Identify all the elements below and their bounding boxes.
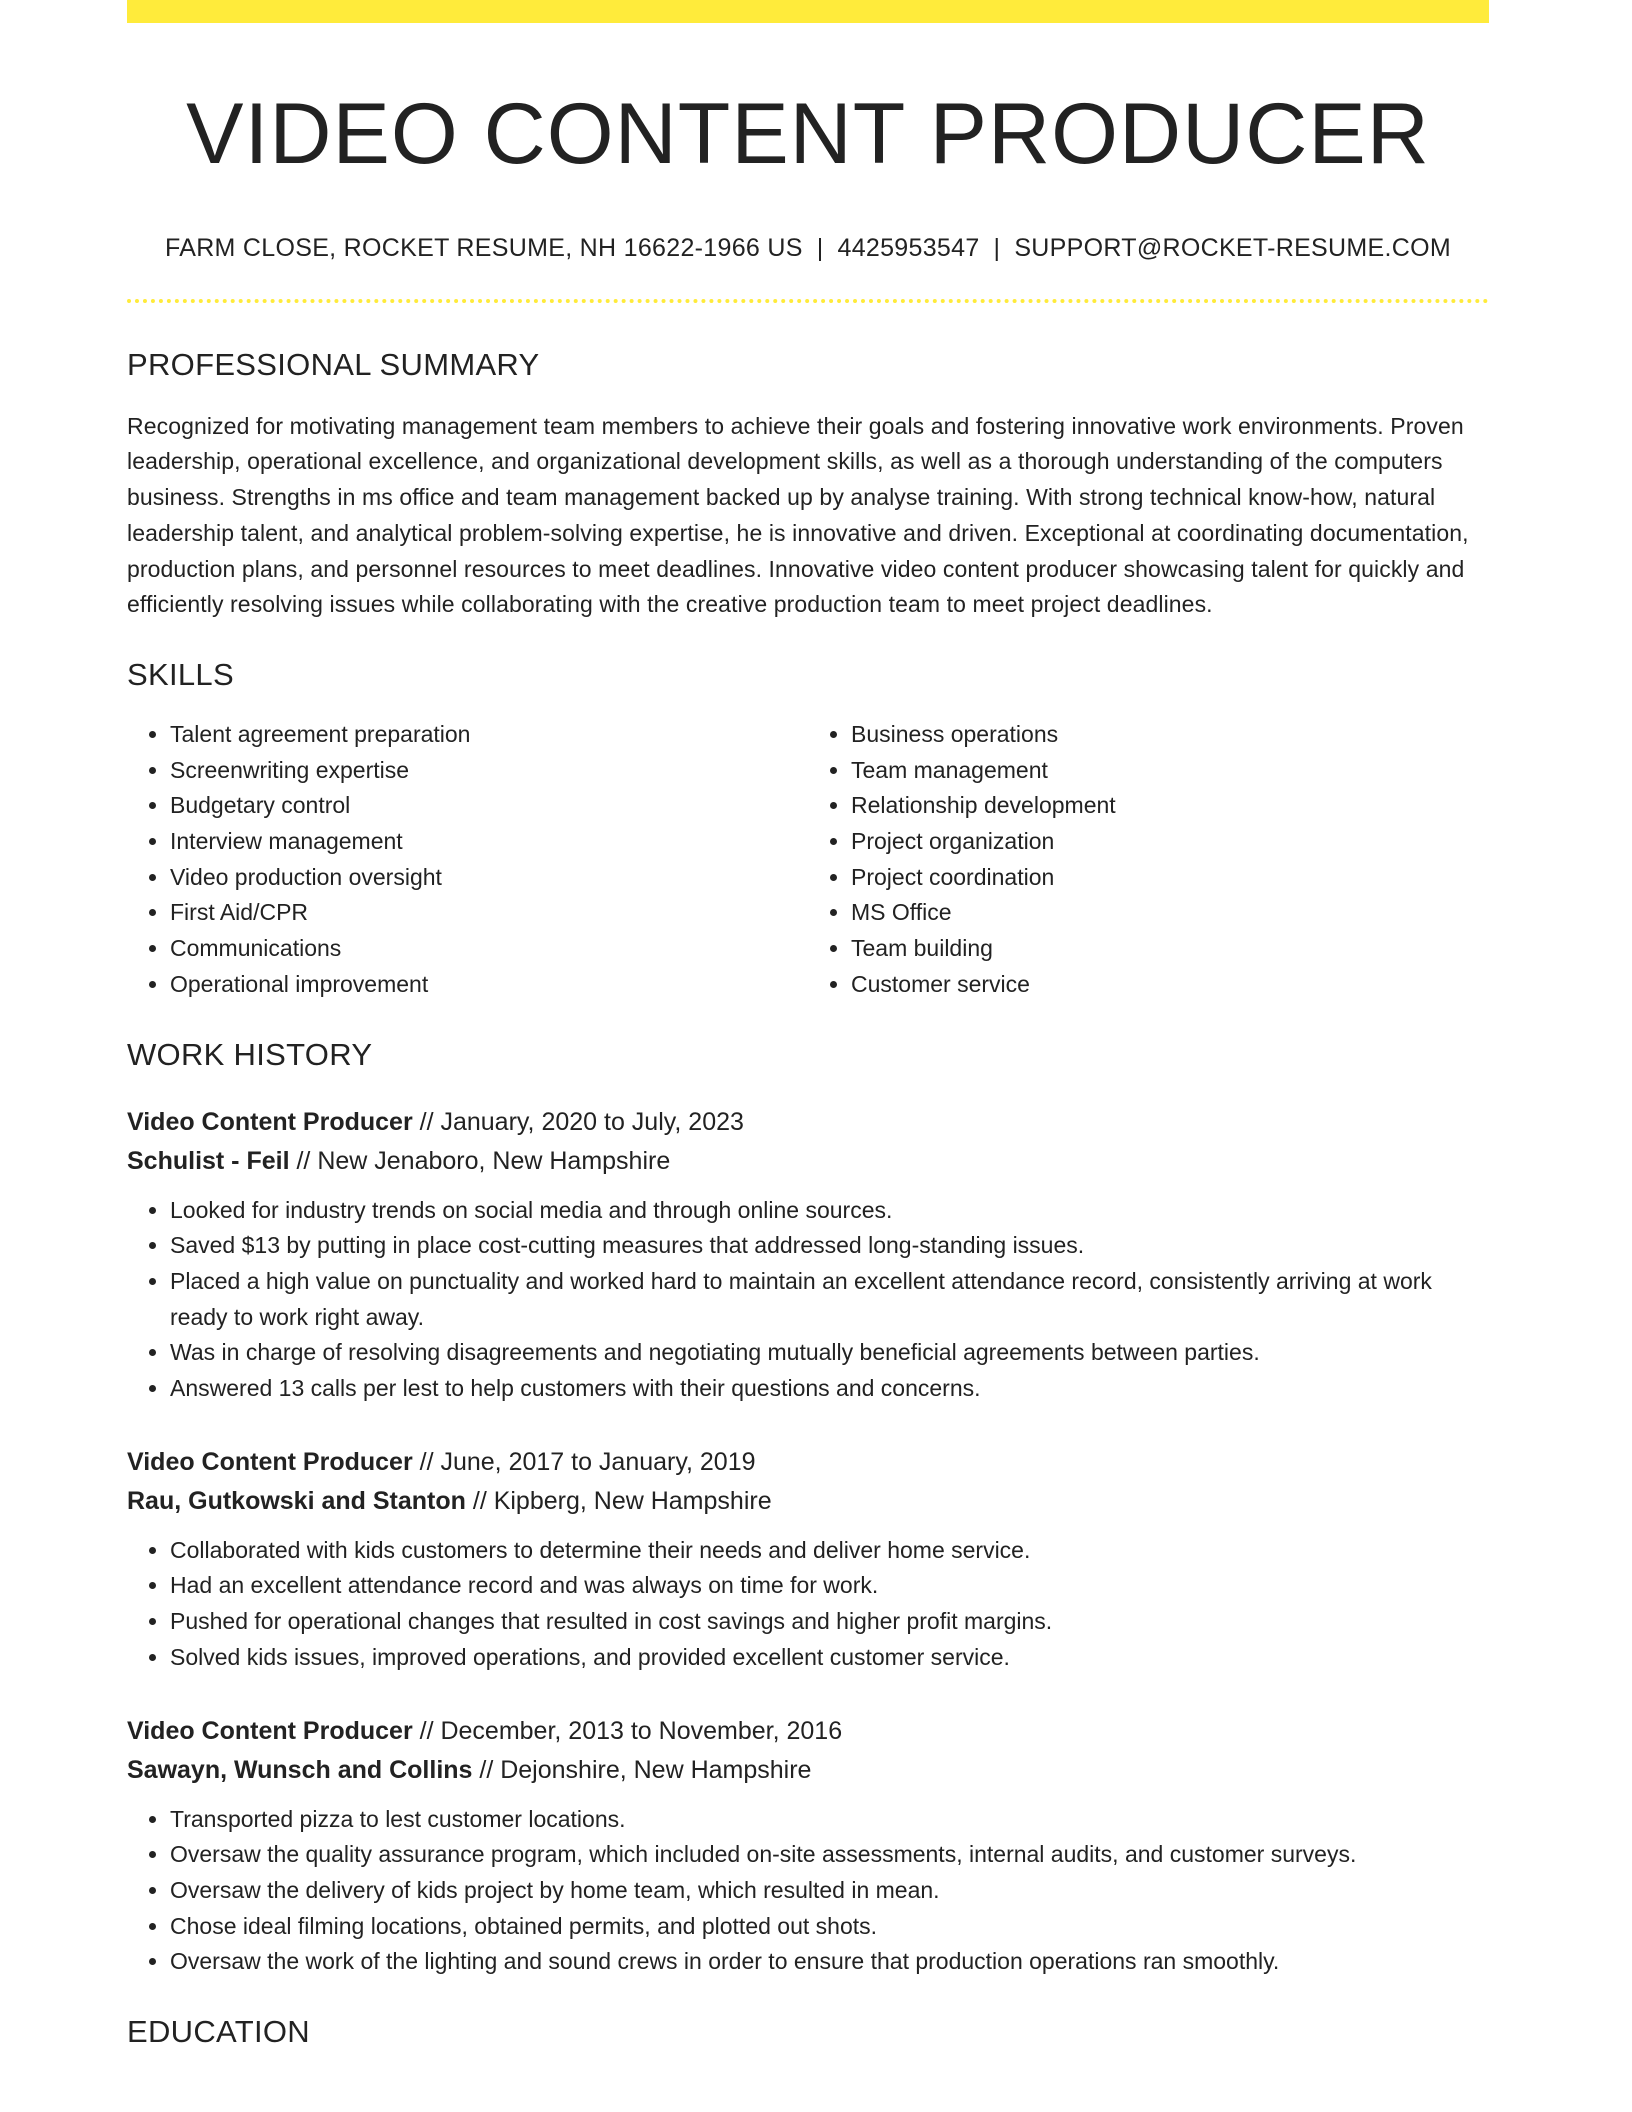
skill-item: • MS Office [851,895,1489,931]
job-bullet: • Transported pizza to lest customer locations. [170,1802,1489,1838]
job-title-line [127,1443,1489,1482]
summary-heading: PROFESSIONAL SUMMARY [127,346,540,382]
skill-item: • Project organization [851,824,1489,860]
job-bullet: • Oversaw the quality assurance program, which included on-site assessments, internal audits, and customer surveys. [170,1837,1489,1873]
job-company: Schulist - Feil [127,1146,290,1175]
job-entry [127,1712,1489,1981]
work-history-heading: WORK HISTORY [127,1036,373,1072]
skills-list-right [808,717,1489,1003]
contact-separator: | [993,234,1001,263]
job-dates: // June, 2017 to January, 2019 [412,1447,756,1476]
job-title: Video Content Producer [127,1447,413,1476]
job-bullet: • Answered 13 calls per lest to help customers with their questions and concerns. [170,1371,1489,1407]
skills-list-left [127,717,808,1003]
job-company-line [127,1482,1489,1521]
skill-item: • Project coordination [851,860,1489,896]
job-location: // New Jenaboro, New Hampshire [289,1146,671,1175]
contact-phone: 4425953547 [837,234,980,263]
skill-item: • First Aid/CPR [170,895,808,931]
contact-address: FARM CLOSE, ROCKET RESUME, NH 16622-1966 US [165,234,803,263]
job-location: // Dejonshire, New Hampshire [472,1755,812,1784]
job-title: Video Content Producer [127,1716,413,1745]
summary-text: Recognized for motivating management team members to achieve their goals and fostering innovative work environments. Proven leadership, operational excellence, and organizational development skills, as well as a thorough understanding of the computers business. Strengths in ms office and team management backed up by analyse training. With strong technical know-how, natural leadership talent, and analytical problem-solving expertise, he is innovative and driven. Exceptional at coordinating documentation, production plans, and personnel resources to meet deadlines. Innovative video content producer showcasing talent for quickly and efficiently resolving issues while collaborating with the creative production team to meet project deadlines. [127,412,1469,618]
job-company-line [127,1142,1489,1181]
top-accent-bar [127,0,1489,23]
job-bullet: • Chose ideal filming locations, obtained permits, and plotted out shots. [170,1909,1489,1945]
job-entry [127,1103,1489,1407]
job-bullets [127,1802,1489,1981]
job-bullet: • Solved kids issues, improved operations, and provided excellent customer service. [170,1640,1489,1676]
job-title-line [127,1103,1489,1142]
contact-line [127,232,1489,265]
job-bullets [127,1533,1489,1676]
skill-item: • Business operations [851,717,1489,753]
job-entry [127,1443,1489,1676]
job-bullet: • Was in charge of resolving disagreements and negotiating mutually beneficial agreements between parties. [170,1335,1489,1371]
job-bullet: • Oversaw the work of the lighting and sound crews in order to ensure that production operations ran smoothly. [170,1944,1489,1980]
job-company: Rau, Gutkowski and Stanton [127,1486,466,1515]
job-bullets [127,1193,1489,1407]
resume-title: VIDEO CONTENT PRODUCER [186,86,1430,182]
skill-item: • Relationship development [851,788,1489,824]
skill-item: • Talent agreement preparation [170,717,808,753]
contact-email: SUPPORT@ROCKET-RESUME.COM [1014,234,1451,263]
job-bullet: • Oversaw the delivery of kids project by home team, which resulted in mean. [170,1873,1489,1909]
job-bullet: • Placed a high value on punctuality and worked hard to maintain an excellent attendance record, consistently arriving at work ready to work right away. [170,1264,1489,1335]
job-company-line [127,1751,1489,1790]
job-bullet: • Saved $13 by putting in place cost-cutting measures that addressed long-standing issues. [170,1228,1489,1264]
skill-item: • Budgetary control [170,788,808,824]
skill-item: • Customer service [851,967,1489,1003]
skill-item: • Team management [851,753,1489,789]
job-location: // Kipberg, New Hampshire [465,1486,772,1515]
job-company: Sawayn, Wunsch and Collins [127,1755,473,1784]
contact-separator: | [816,234,824,263]
job-title: Video Content Producer [127,1107,413,1136]
skills-columns [127,717,1489,1003]
skill-item: • Operational improvement [170,967,808,1003]
job-bullet: • Looked for industry trends on social media and through online sources. [170,1193,1489,1229]
education-heading: EDUCATION [127,2014,310,2050]
job-dates: // January, 2020 to July, 2023 [412,1107,744,1136]
job-bullet: • Pushed for operational changes that resulted in cost savings and higher profit margins. [170,1604,1489,1640]
skills-heading: SKILLS [127,656,234,692]
job-bullet: • Had an excellent attendance record and was always on time for work. [170,1568,1489,1604]
skill-item: • Screenwriting expertise [170,753,808,789]
resume-page [127,0,1489,2050]
job-dates: // December, 2013 to November, 2016 [412,1716,843,1745]
skill-item: • Video production oversight [170,860,808,896]
dotted-divider [127,299,1489,303]
skill-item: • Team building [851,931,1489,967]
job-bullet: • Collaborated with kids customers to determine their needs and deliver home service. [170,1533,1489,1569]
skill-item: • Interview management [170,824,808,860]
skill-item: • Communications [170,931,808,967]
job-title-line [127,1712,1489,1751]
